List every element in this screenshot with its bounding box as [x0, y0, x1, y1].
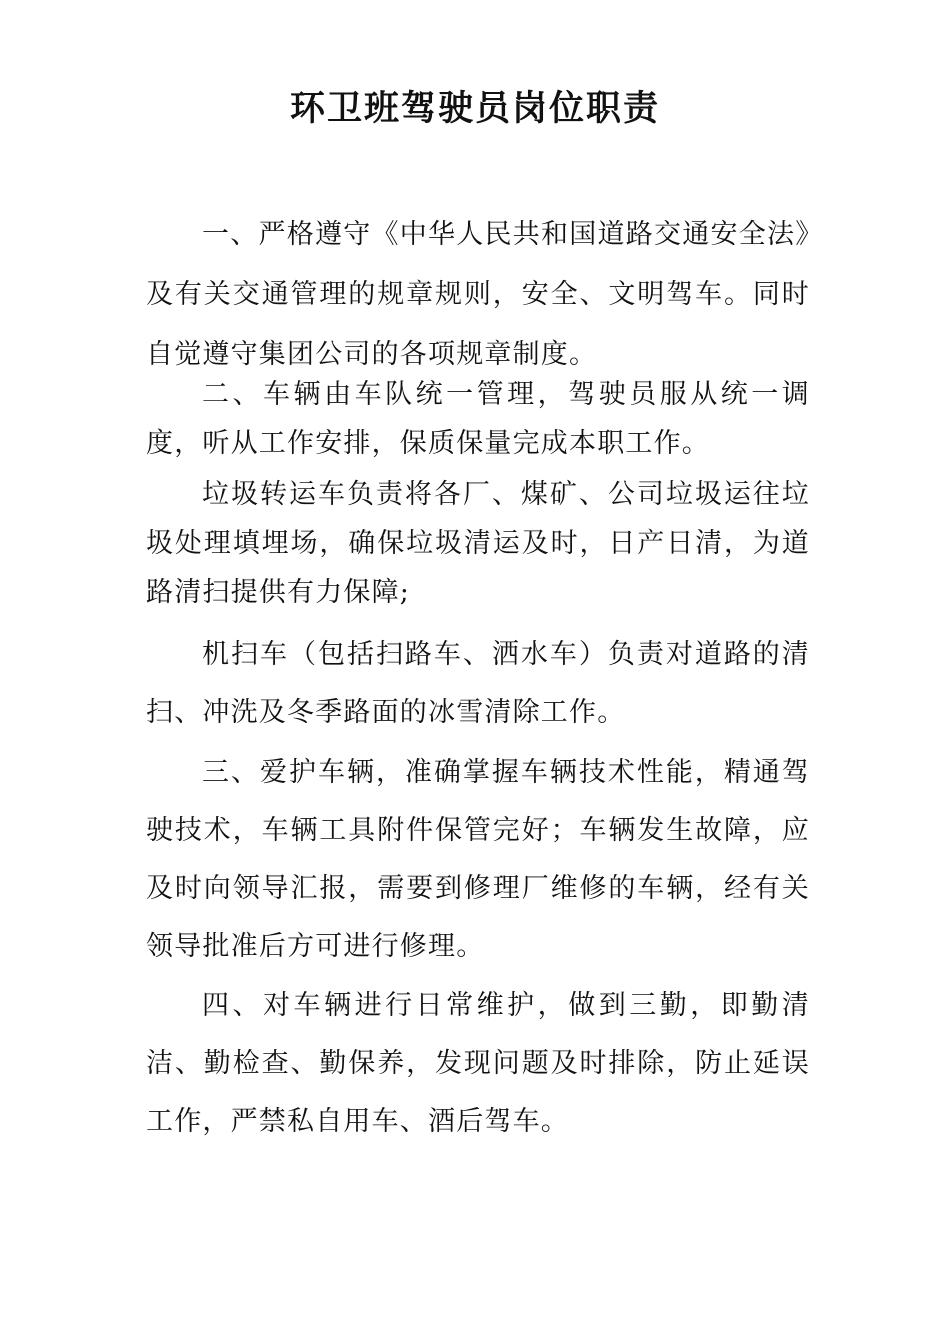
paragraph-vehicle-care: 三、爱护车辆，准确掌握车辆技术性能，精通驾驶技术，车辆工具附件保管完好；车辆发生故障，应及时向领导汇报，需要到修理厂维修的车辆，经有关领导批准后方可进行修理。: [146, 757, 810, 962]
document-title: 环卫班驾驶员岗位职责: [289, 88, 660, 129]
paragraph-vehicle-management: 二、车辆由车队统一管理，驾驶员服从统一调度，听从工作安排，保质保量完成本职工作。: [146, 379, 810, 459]
paragraph-daily-maintenance: 四、对车辆进行日常维护，做到三勤，即勤清洁、勤检查、勤保养，发现问题及时排除，防止延误工作，严禁私自用车、酒后驾车。: [146, 990, 810, 1137]
paragraph-traffic-law: 一、严格遵守《中华人民共和国道路交通安全法》及有关交通管理的规章规则，安全、文明驾车。同时自觉遵守集团公司的各项规章制度。: [146, 219, 810, 370]
paragraph-garbage-truck: 垃圾转运车负责将各厂、煤矿、公司垃圾运往垃圾处理填埋场，确保垃圾清运及时，日产日清，为道路清扫提供有力保障;: [146, 479, 810, 608]
paragraph-sweeper-truck: 机扫车（包括扫路车、洒水车）负责对道路的清扫、冲洗及冬季路面的冰雪清除工作。: [146, 639, 810, 728]
